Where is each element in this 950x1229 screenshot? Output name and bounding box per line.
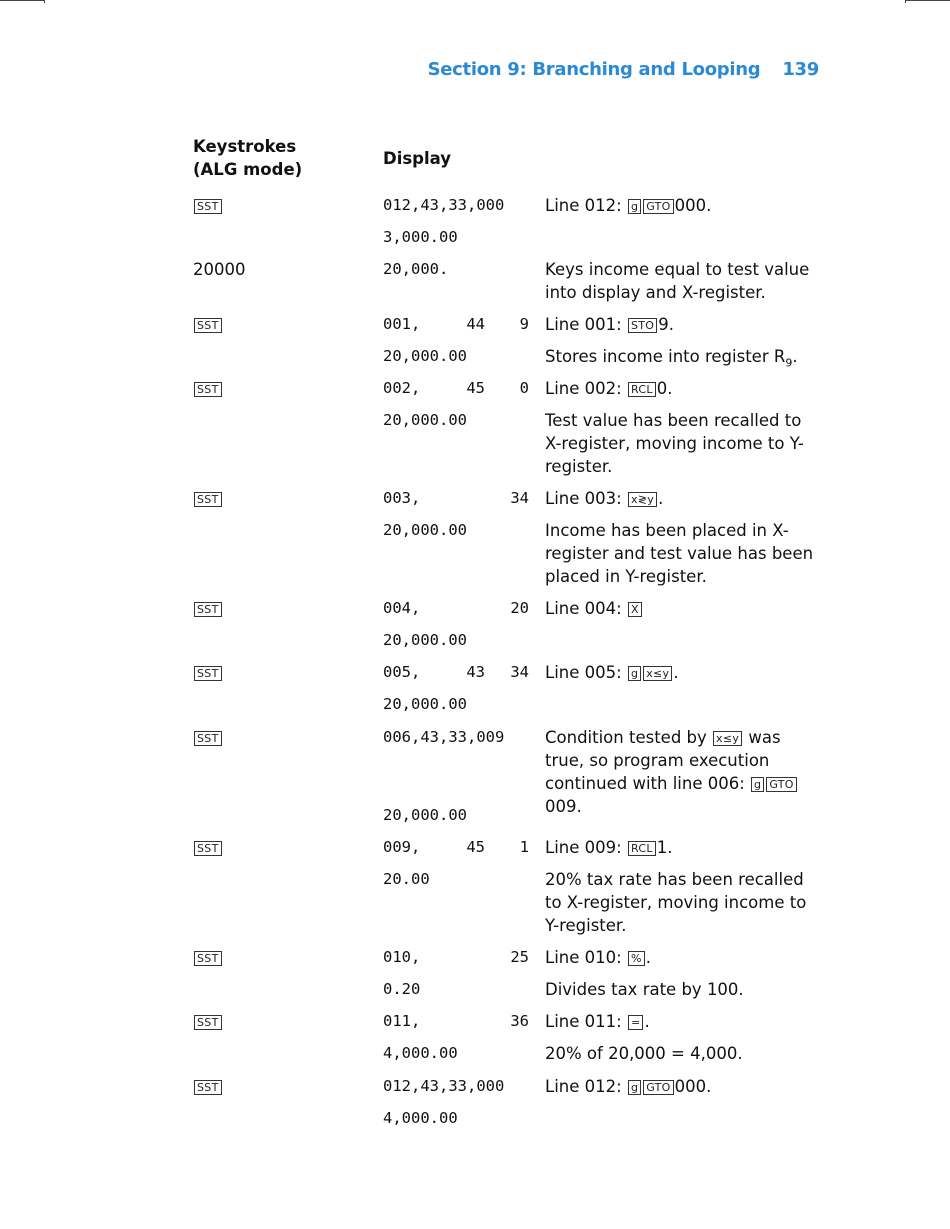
row-description: Condition tested by x≤y was true, so program execution continued with line 006: g GTO009. (545, 726, 815, 818)
sto-key: STO (628, 318, 657, 333)
sst-key: SST (194, 666, 222, 681)
display-column-header: Display (383, 149, 452, 168)
sst-key: SST (194, 841, 222, 856)
sst-key: SST (194, 951, 222, 966)
display-value: 20,000.00 (383, 411, 467, 429)
register-subscript: 9 (785, 356, 793, 370)
section-title: Section 9: Branching and Looping (427, 59, 761, 80)
keystroke-entry: 20000 (193, 260, 246, 279)
display-value: 20,000.00 (383, 695, 467, 713)
multiply-key: X (628, 602, 642, 617)
row-description: Line 002: RCL 0. (545, 379, 673, 398)
sst-key: SST (194, 318, 222, 333)
row-description: Line 012: g GTO 000. (545, 196, 712, 215)
display-value: 4,000.00 (383, 1109, 458, 1127)
row-description: Line 003: x≷y . (545, 489, 664, 508)
equals-key: = (628, 1015, 644, 1030)
keystrokes-column-header (193, 135, 302, 181)
display-value: 006,43,33,009 (383, 728, 505, 746)
display-value: 4,000.00 (383, 1044, 458, 1062)
sst-key: SST (194, 492, 222, 507)
sst-key: SST (194, 382, 222, 397)
row-description: Test value has been recalled to X-register, moving income to Y-register. (545, 411, 804, 476)
g-key: g (628, 1080, 641, 1095)
gto-key: GTO (766, 777, 796, 792)
display-value: 20.00 (383, 870, 430, 888)
g-key: g (628, 199, 641, 214)
display-value: 20,000.00 (383, 806, 467, 824)
x-le-y-key: x≤y (643, 666, 672, 681)
display-value: 0.20 (383, 980, 421, 998)
gto-key: GTO (643, 1080, 673, 1095)
sst-key: SST (194, 731, 222, 746)
row-description: Line 004: X (545, 597, 815, 620)
row-description: Line 010: % . (545, 948, 651, 967)
row-description: Divides tax rate by 100. (545, 980, 744, 999)
rcl-key: RCL (628, 382, 656, 397)
row-description: Line 005: g x≤y . (545, 663, 679, 682)
g-key: g (628, 666, 641, 681)
sst-key: SST (194, 1080, 222, 1095)
rcl-key: RCL (628, 841, 656, 856)
sst-key: SST (194, 602, 222, 617)
display-value: 20,000.00 (383, 521, 467, 539)
row-description: 20% of 20,000 = 4,000. (545, 1044, 743, 1063)
crop-mark-left (0, 0, 45, 3)
row-description: Income has been placed in X-register and test value has been placed in Y-register. (545, 521, 814, 586)
display-value: 20,000.00 (383, 347, 467, 365)
percent-key: % (628, 951, 645, 966)
row-description: 20% tax rate has been recalled to X-register, moving income to Y-register. (545, 870, 807, 935)
page-number: 139 (782, 59, 819, 80)
row-description: Keys income equal to test value into display and X-register. (545, 260, 810, 302)
x-le-y-key: x≤y (713, 731, 742, 746)
display-value: 20,000.00 (383, 631, 467, 649)
row-description: Line 011: = . (545, 1012, 650, 1031)
row-description: Line 009: RCL 1. (545, 838, 673, 857)
row-description: Stores income into register $R_9$. (545, 347, 798, 370)
keystrokes-mode-label: (ALG mode) (193, 160, 303, 179)
x-swap-y-key: x≷y (628, 492, 657, 507)
display-value: 012,43,33,000 (383, 196, 505, 214)
g-key: g (751, 777, 764, 792)
keystrokes-header-label: Keystrokes (193, 137, 297, 156)
display-value: 3,000.00 (383, 228, 458, 246)
gto-key: GTO (643, 199, 673, 214)
row-description: Line 001: STO 9. (545, 315, 674, 334)
row-description: Line 012: g GTO 000. (545, 1077, 712, 1096)
display-value: 20,000. (383, 260, 449, 278)
sst-key: SST (194, 199, 222, 214)
running-head (428, 59, 819, 80)
display-value: 012,43,33,000 (383, 1077, 505, 1095)
sst-key: SST (194, 1015, 222, 1030)
crop-mark-right (905, 0, 950, 3)
